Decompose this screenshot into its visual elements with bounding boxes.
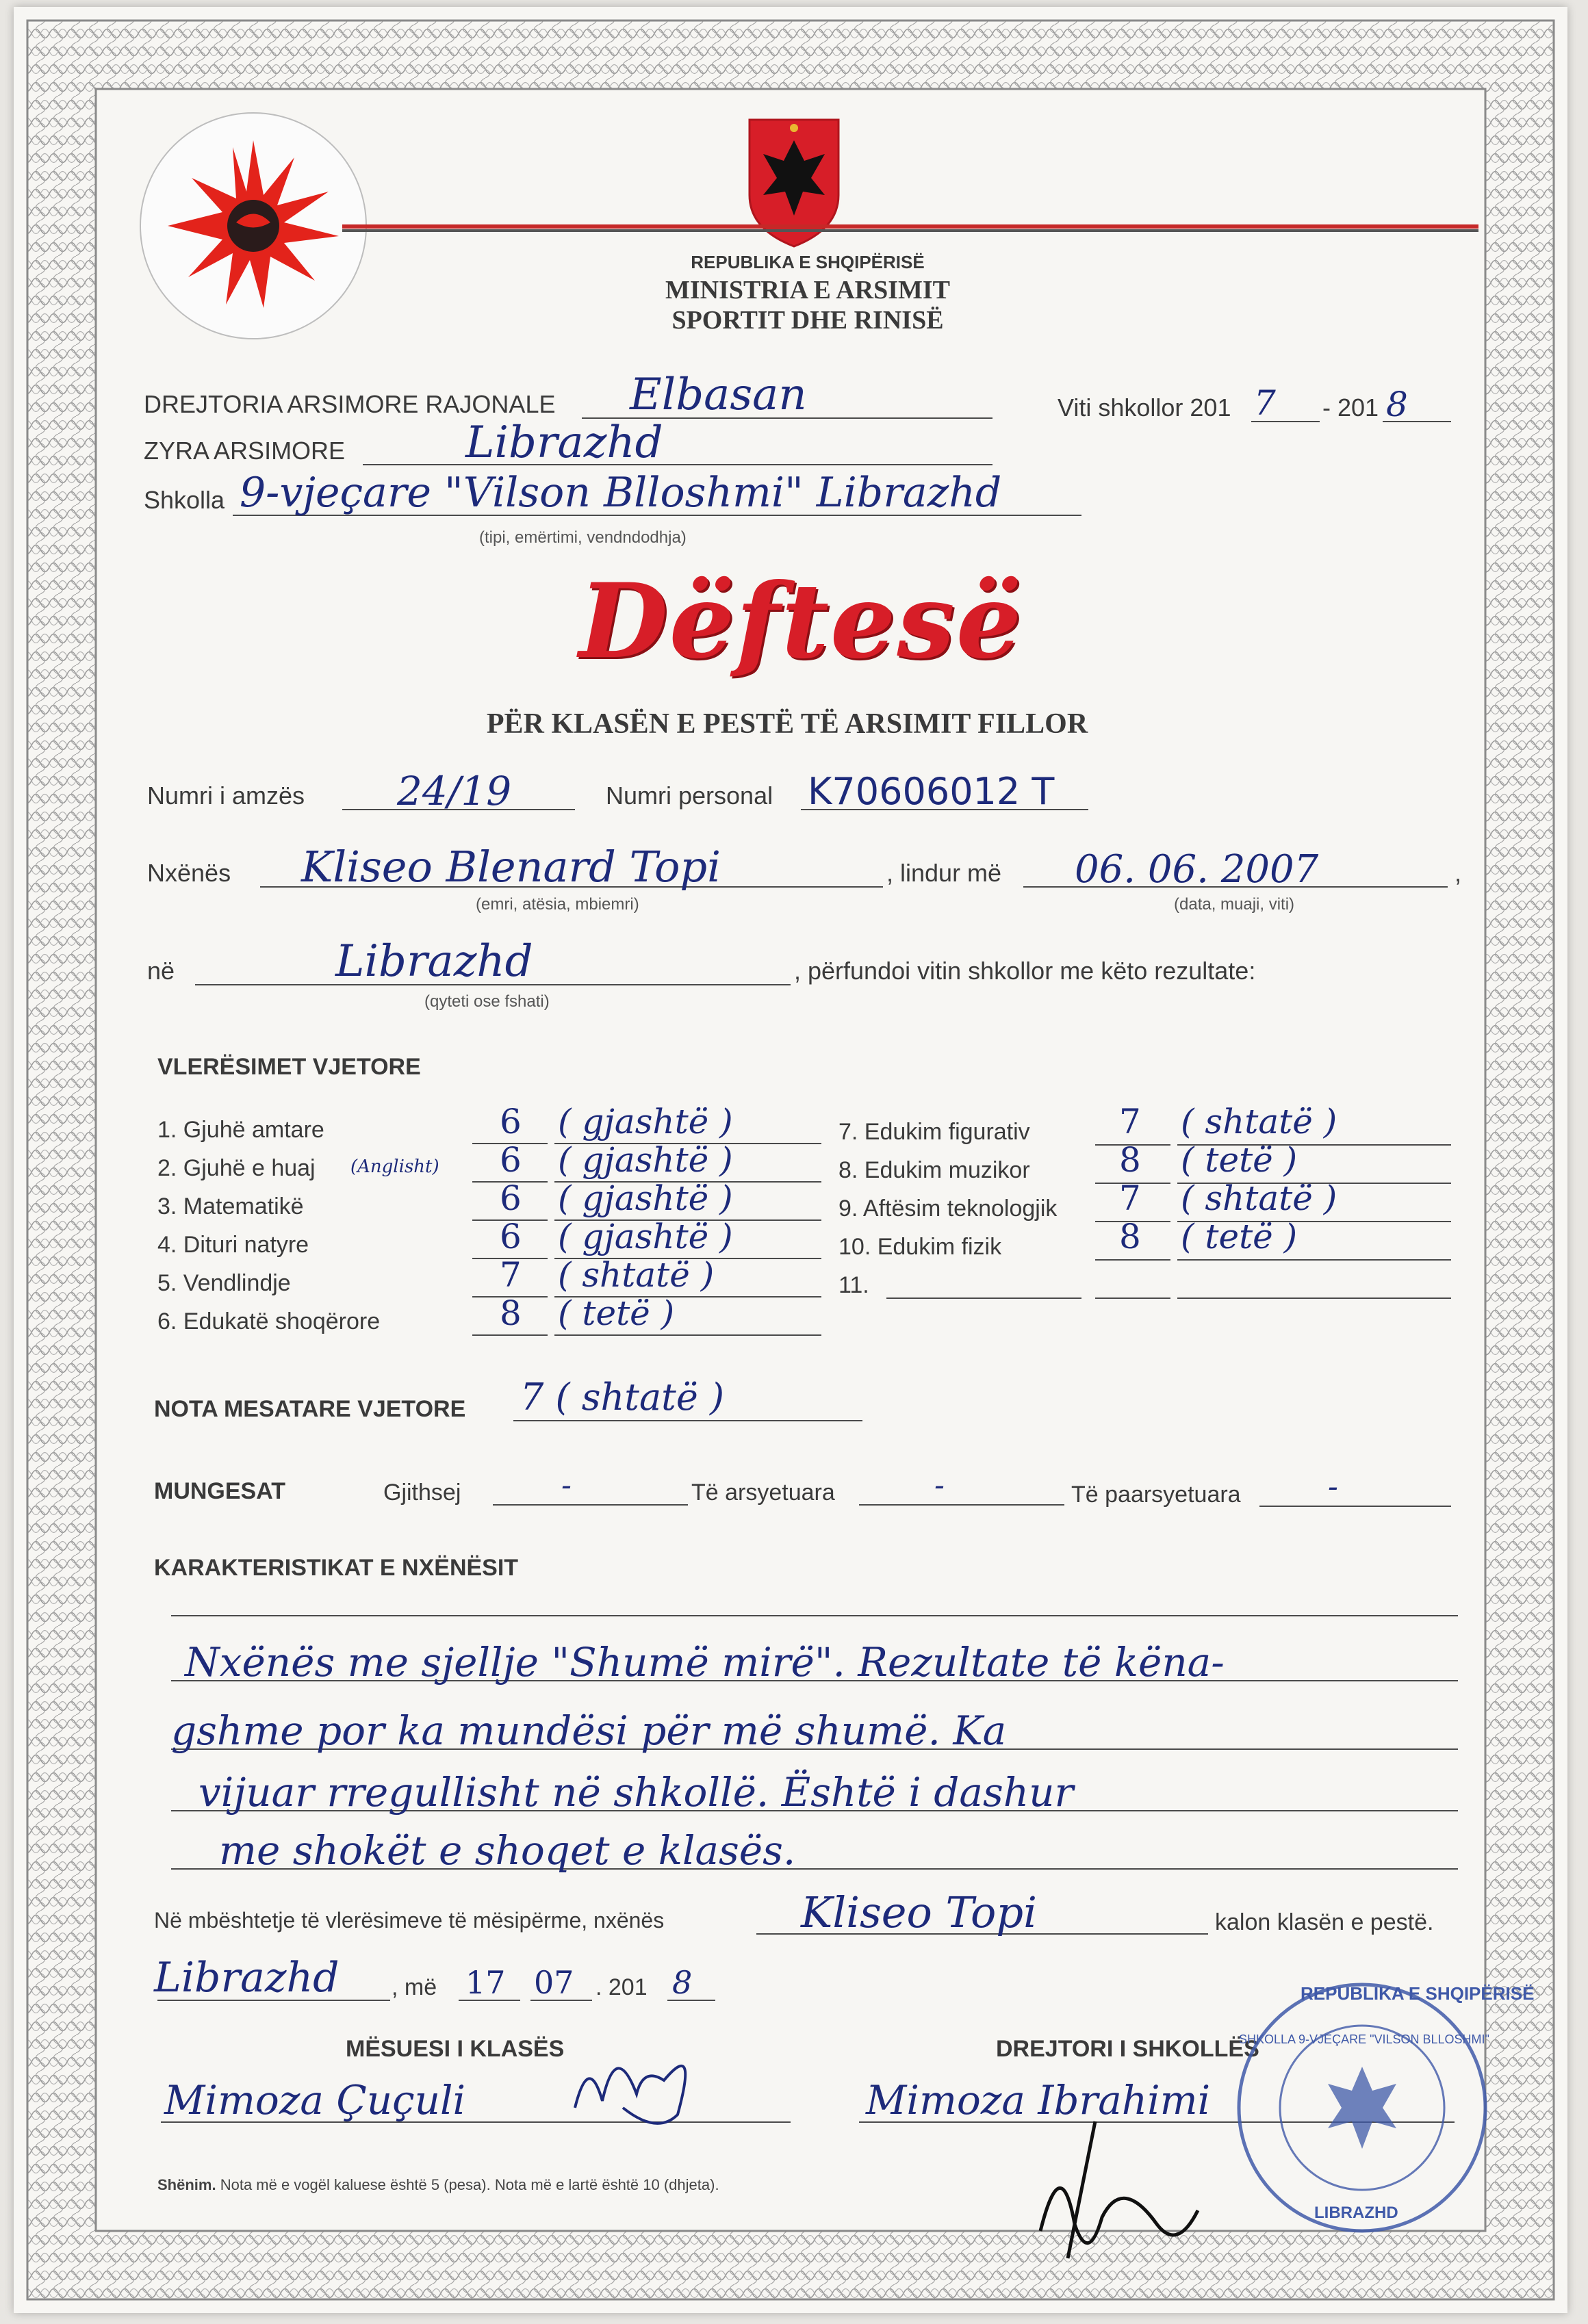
teacher-label: MËSUESI I KLASËS [346,2036,565,2062]
grade-value: 8 [500,1293,522,1333]
school-stamp [1232,1978,1535,2238]
grade-value: 8 [1119,1140,1141,1180]
grade-value: 7 [500,1255,522,1295]
characteristics-line: vijuar rregullisht në shkollë. Është i dashur [198,1769,1074,1816]
characteristics-line: me shokët e shoqet e klasës. [219,1827,796,1874]
school-year-end: 8 [1386,385,1408,424]
grade-words: ( gjashtë ) [558,1140,733,1180]
stamp-city: LIBRAZHD [1314,2204,1398,2222]
date-separator: , më [392,1974,437,2000]
student-hint: (emri, atësia, mbiemri) [476,895,639,914]
in-value: Librazhd [335,936,533,987]
subject-label: 2. Gjuhë e huaj [157,1155,316,1181]
grade-words: ( shtatë ) [558,1255,715,1295]
conclusion-prefix: Në mbështetje të vlerësimeve të mësipërme, nxënës [154,1908,665,1933]
note-text: Nota më e vogël kaluese është 5 (pesa). Nota më e lartë është 10 (dhjeta). [220,2176,719,2193]
absences-justified-value: - [934,1468,945,1503]
republic-label: REPUBLIKA E SHQIPËRISË [691,252,925,272]
stamp-inner-text: SHKOLLA 9-VJEÇARE "VILSON BLLOSHMI" [1239,2032,1489,2046]
subject-label: 6. Edukatë shoqërore [157,1308,381,1334]
grade-value: 6 [500,1140,522,1180]
document-title: Dëftesë [578,561,1023,682]
in-label: në [147,957,175,985]
grade-words: ( gjashtë ) [558,1102,733,1141]
born-label: , lindur më [886,859,1002,887]
grade-value: 6 [500,1102,522,1141]
absences-total-line [493,1504,688,1506]
grades-heading: VLERËSIMET VJETORE [157,1054,421,1080]
born-value: 06. 06. 2007 [1075,847,1319,892]
director-label: DREJTORI I SHKOLLËS [996,2036,1259,2062]
school-year-dash: - 201 [1322,393,1379,422]
anniversary-logo [137,109,370,342]
subject-label: 4. Dituri natyre [157,1232,309,1258]
conclusion-name: Kliseo Topi [801,1887,1037,1937]
grade-value: 7 [1119,1178,1141,1218]
average-line [513,1420,862,1421]
school-hint: (tipi, emërtimi, vendndodhja) [479,528,687,547]
absences-unjustified-label: Të paarsyetuara [1071,1482,1241,1508]
directorate-value: Elbasan [630,370,807,420]
subject-label: 9. Aftësim teknologjik [838,1196,1058,1222]
grade-value: 6 [500,1178,522,1218]
teacher-signature-scribble [561,2026,719,2142]
absences-unjustified-value: - [1328,1469,1338,1504]
grade-value: 6 [500,1217,522,1256]
grade-words: ( gjashtë ) [558,1217,733,1256]
date-place: Librazhd [154,1954,340,2002]
characteristics-label: KARAKTERISTIKAT E NXËNËSIT [154,1555,519,1581]
register-label: Numri i amzës [147,782,305,810]
average-label: NOTA MESATARE VJETORE [154,1396,466,1422]
date-day: 17 [465,1964,506,2001]
ministry-line-1: MINISTRIA E ARSIMIT [665,276,950,305]
absences-total-value: - [561,1468,572,1503]
school-year-start: 7 [1254,383,1276,423]
personal-label: Numri personal [606,782,773,810]
grade-words: ( shtatë ) [1181,1102,1337,1141]
office-line [363,464,992,465]
header-dark-band [342,229,1478,232]
subject-label: 3. Matematikë [157,1193,304,1219]
absences-total-label: Gjithsej [383,1480,461,1506]
characteristics-line-blank [171,1615,1458,1616]
grade-words: ( tetë ) [1181,1217,1298,1256]
directorate-label: DREJTORIA ARSIMORE RAJONALE [144,390,556,418]
certificate-paper [14,7,1567,2313]
grade-value: 7 [1119,1102,1141,1141]
born-hint: (data, muaji, viti) [1174,895,1295,914]
student-label: Nxënës [147,859,231,887]
director-signature-scribble [999,2094,1205,2272]
student-value: Kliseo Blenard Topi [301,842,721,892]
school-year-label: Viti shkollor 201 [1058,393,1231,422]
characteristics-line: gshme por ka mundësi për më shumë. Ka [171,1707,1007,1754]
date-year-prefix: . 201 [596,1974,648,2000]
grade-value: 8 [1119,1217,1141,1256]
director-name: Mimoza Ibrahimi [866,2077,1211,2123]
school-value: 9-vjeçare "Vilson Blloshmi" Librazhd [240,469,1002,517]
register-value: 24/19 [397,768,512,814]
subject-label: 5. Vendlindje [157,1270,291,1296]
absences-label: MUNGESAT [154,1478,286,1504]
grade-words: ( gjashtë ) [558,1178,733,1218]
school-label: Shkolla [144,486,225,514]
subject-label: 1. Gjuhë amtare [157,1117,324,1143]
grade-words: ( tetë ) [558,1293,675,1333]
office-value: Librazhd [465,417,663,468]
characteristics-line: Nxënës me sjellje "Shumë mirë". Rezultate të këna- [185,1639,1225,1686]
subject-label: 8. Edukim muzikor [838,1157,1030,1183]
completed-text: , përfundoi vitin shkollor me këto rezultate: [794,957,1256,985]
teacher-name: Mimoza Çuçuli [164,2077,466,2123]
absences-unjustified-line [1259,1506,1451,1507]
ministry-line-2: SPORTIT DHE RINISË [671,306,944,335]
document-subtitle: PËR KLASËN E PESTË TË ARSIMIT FILLOR [486,708,1088,740]
subject-label: 11. [838,1272,869,1298]
subject-label: 10. Edukim fizik [838,1234,1002,1260]
absences-justified-label: Të arsyetuara [691,1480,835,1506]
office-label: ZYRA ARSIMORE [144,437,346,465]
date-year-end: 8 [672,1964,693,2001]
grade-words: ( shtatë ) [1181,1178,1337,1218]
footer-note [157,2176,719,2194]
note-label: Shënim. [157,2176,216,2193]
born-comma: , [1455,859,1462,887]
personal-value: K70606012 T [808,770,1055,813]
average-value: 7 ( shtatë ) [520,1376,725,1419]
subject-extra: (Anglisht) [350,1157,439,1177]
date-month: 07 [534,1964,574,2001]
in-hint: (qyteti ose fshati) [424,992,550,1011]
subject-label: 7. Edukim figurativ [838,1119,1030,1145]
stamp-outer-text: REPUBLIKA E SHQIPËRISË [1301,1983,1535,2004]
absences-justified-line [859,1504,1064,1506]
header-red-band [342,224,1478,229]
grade-words: ( tetë ) [1181,1140,1298,1180]
conclusion-suffix: kalon klasën e pestë. [1215,1909,1434,1935]
